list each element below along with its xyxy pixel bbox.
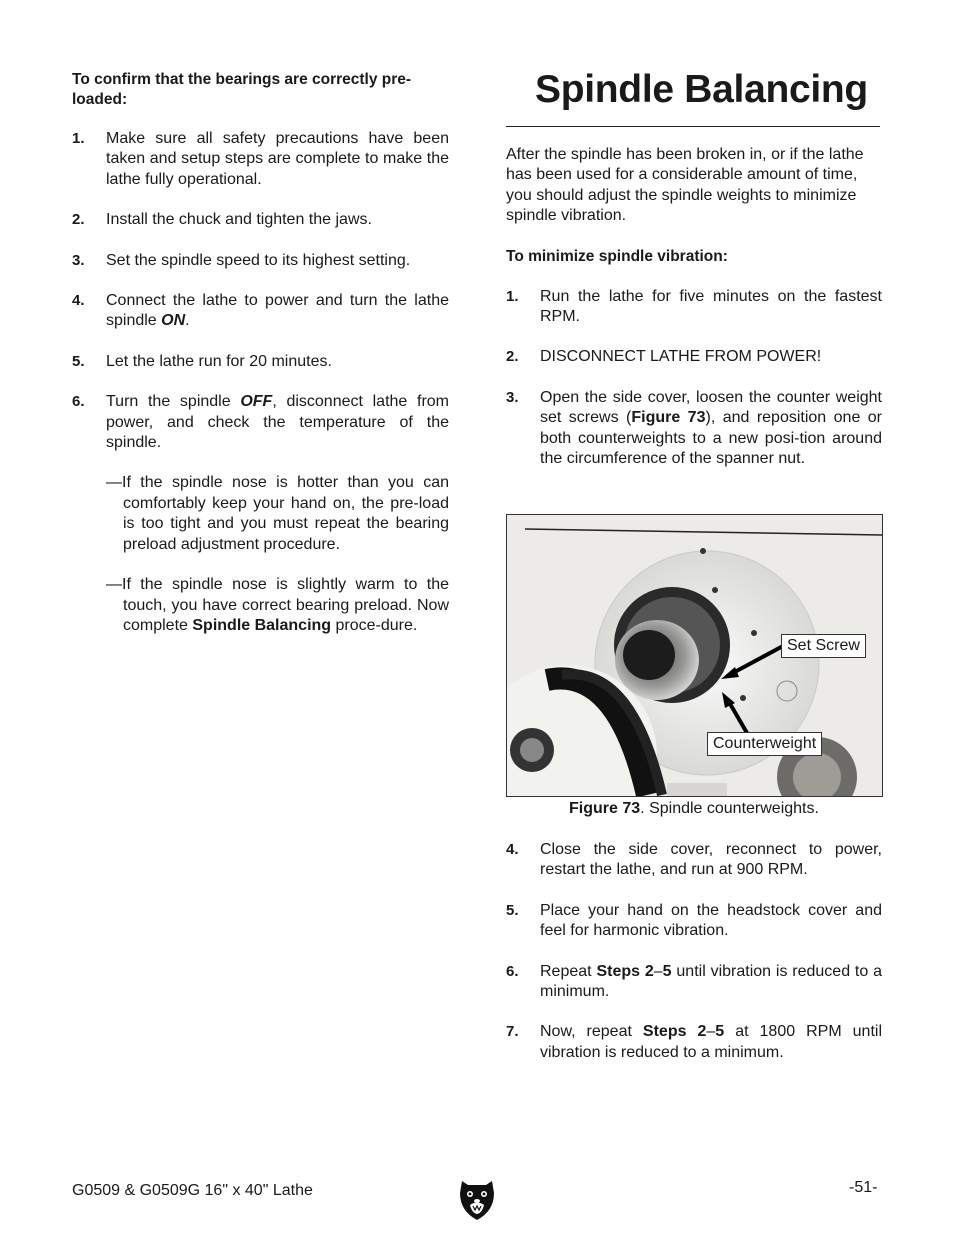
balance-step-5 [506, 901, 882, 942]
note-spindle-warm [72, 575, 449, 636]
balance-step-3 [506, 388, 882, 470]
step-text: Turn the spindle [106, 393, 241, 411]
balance-step-4 [506, 840, 882, 881]
preload-step-2 [72, 210, 449, 230]
footer-page-number: -51- [849, 1179, 878, 1196]
preload-step-4 [72, 291, 449, 332]
on-emphasis: ON [161, 312, 186, 330]
step-number: 4. [72, 292, 85, 310]
note-text-end: proce-dure. [331, 616, 418, 634]
figure-ref: Figure 73 [631, 409, 706, 427]
steps-ref-end: 5 [662, 962, 672, 980]
step-number: 2. [72, 211, 85, 229]
step-text: DISCONNECT LATHE FROM POWER! [540, 348, 822, 366]
en-dash: – [653, 962, 663, 980]
right-column [506, 66, 882, 469]
step-text: Connect the lathe to power and turn the lathe spindle [106, 292, 449, 330]
step-number: 1. [72, 130, 85, 147]
step-text: Close the side cover, reconnect to power, restart the lathe, and run at 900 RPM. [540, 841, 882, 879]
steps-ref: Steps 2 [642, 1023, 707, 1041]
step-number: 6. [72, 393, 85, 411]
preload-step-3 [72, 251, 449, 271]
step-number: 6. [506, 962, 519, 980]
step-text: Make sure all safety precautions have been taken and setup steps are complete to make the lathe fully operational. [106, 130, 449, 188]
balance-step-7 [506, 1022, 882, 1063]
figure-caption [506, 799, 882, 819]
preload-step-5 [72, 352, 449, 372]
step-text: Now, repeat [540, 1023, 643, 1041]
step-number: 2. [506, 348, 519, 366]
step-text-end: ), and reposition one or both counterweights to a new posi-tion around the circumference of the spanner nut. [540, 409, 883, 468]
set-screw-callout: Set Screw [781, 634, 866, 658]
intro-paragraph: After the spindle has been broken in, or if the lathe has been used for a considerable amount of time, you should adjust the spindle weights to minimize spindle vibration. [506, 146, 864, 225]
step-text-end: until vibration is reduced to a minimum. [540, 962, 882, 1001]
step-text-end: . [185, 312, 190, 330]
figure-caption-text: . Spindle counterweights. [640, 800, 819, 817]
footer-model: G0509 & G0509G 16" x 40" Lathe [72, 1182, 313, 1199]
note-text: —If the spindle nose is slightly warm to the touch, you have correct bearing preload. Now complete [106, 576, 449, 634]
step-text: Place your hand on the headstock cover and feel for harmonic vibration. [540, 901, 882, 940]
step-text: Set the spindle speed to its highest setting. [106, 251, 411, 269]
step-number: 5. [506, 901, 519, 919]
step-text: Repeat [540, 962, 597, 980]
balance-step-6 [506, 962, 882, 1003]
note-spindle-hot: —If the spindle nose is hotter than you can comfortably keep your hand on, the pre-load is too tight and you must repeat the bearing preload adjustment procedure. [106, 474, 449, 553]
spindle-balancing-ref: Spindle Balancing [192, 616, 332, 634]
step-number: 4. [506, 841, 519, 858]
preload-heading: To confirm that the bearings are correctly pre-loaded: [72, 71, 412, 108]
step-text: Let the lathe run for 20 minutes. [106, 352, 332, 370]
left-column [72, 70, 449, 636]
bear-logo-icon [458, 1177, 496, 1221]
figure-73-photo [506, 514, 883, 797]
counterweight-callout: Counterweight [707, 732, 822, 756]
balance-step-2 [506, 347, 882, 367]
en-dash: – [706, 1023, 716, 1041]
vibration-subheading: To minimize spindle vibration: [506, 247, 728, 265]
right-column-lower [506, 840, 882, 1063]
balance-step-1 [506, 287, 882, 328]
step-number: 3. [506, 388, 519, 406]
step-number: 7. [506, 1023, 519, 1041]
steps-ref: Steps 2 [596, 962, 654, 980]
step-number: 1. [506, 287, 519, 305]
figure-label: Figure 73 [569, 800, 641, 817]
steps-ref-end: 5 [715, 1023, 725, 1041]
preload-step-6 [72, 392, 449, 453]
page-title: Spindle Balancing [535, 68, 868, 111]
step-text: Install the chuck and tighten the jaws. [106, 211, 372, 229]
step-number: 3. [72, 251, 85, 269]
step-text-end: , disconnect lathe from power, and check the temperature of the spindle. [106, 393, 450, 452]
step-text: Run the lathe for five minutes on the fastest RPM. [540, 287, 882, 326]
step-text-end: at 1800 RPM until vibration is reduced to a minimum. [540, 1023, 883, 1061]
step-number: 5. [72, 352, 85, 370]
off-emphasis: OFF [240, 393, 273, 411]
preload-step-1 [72, 129, 449, 190]
step-text: Open the side cover, loosen the counter weight set screws ( [540, 388, 882, 427]
